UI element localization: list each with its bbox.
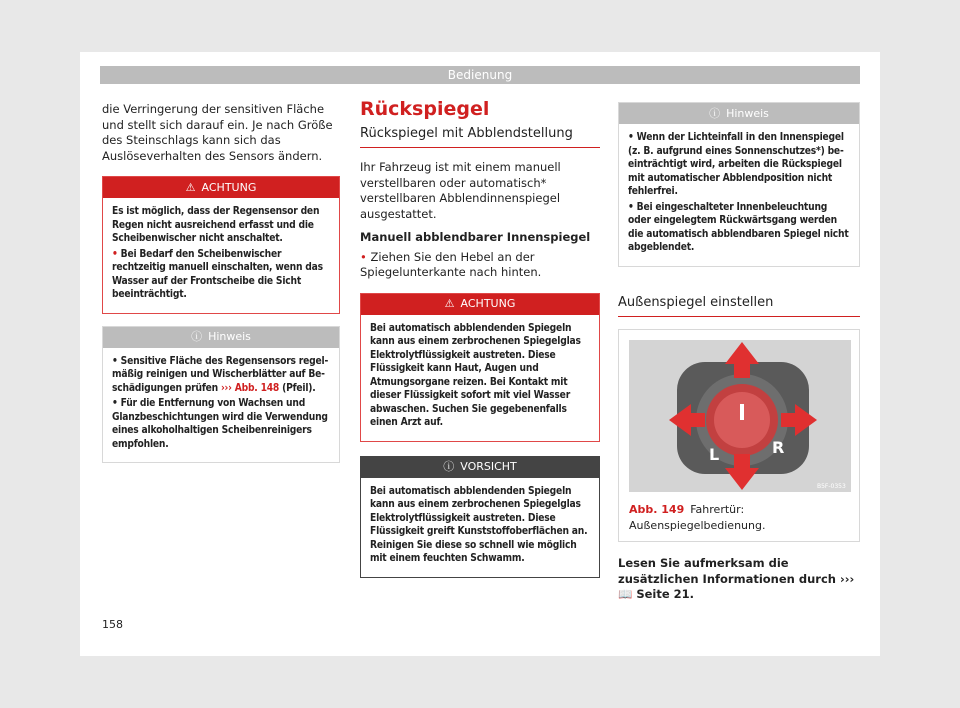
figure-link[interactable]: Abb. 148	[234, 382, 280, 394]
column-1	[102, 102, 340, 463]
note-box-2	[618, 102, 860, 267]
warning-text: Bei automatisch abblendenden Spiegeln kann aus einem zerbrochenen Spiegelglas Elektrolytflüssigkeit austreten. Diese Flüssigkeit kann Haut, Augen und Atmungsorgane reizen. Bei Kontakt mit dieser Flüssigkeit sofort mit viel Wasser abwaschen. Suchen Sie gegebenenfalls einen Arzt auf.	[370, 322, 581, 428]
warning-bullet: • Bei Bedarf den Scheibenwischer rechtzeitig manuell einschalten, wenn das Wasser auf der Frontscheibe die Sicht beeinträchtigt.	[112, 248, 323, 300]
column-3	[618, 102, 860, 611]
note-bullet-2: • Für die Entfernung von Wachsen und Glanzbeschichtungen wird die Verwendung eines alkoholhaltigen Scheibenreinigers empfohlen.	[112, 398, 328, 450]
figure-link-arrows[interactable]: ›››	[220, 382, 232, 394]
info-icon: ⓘ	[191, 330, 203, 344]
caution-text: Bei automatisch abblendenden Spiegeln kann aus einem zerbrochenen Spiegelglas Elektrolytflüssigkeit austreten. Diese Flüssigkeit greift Kunststoffoberflächen an. Reinigen Sie diese so schnell wie möglich mit einem feuchten Schwamm.	[370, 485, 588, 564]
chapter-title: Rückspiegel	[360, 98, 490, 120]
caption-label: Abb. 149	[629, 503, 685, 516]
book-icon: 📖	[618, 587, 633, 601]
warning-box-2	[360, 293, 600, 442]
warning-icon: ⚠	[444, 297, 455, 311]
section-header: Bedienung	[100, 66, 860, 84]
intro-paragraph: die Verringerung der sensitiven Fläche und stellt sich darauf ein. Je nach Größe des Steinschlags kann sich das Auslöseverhalten des Sensors ändern.	[102, 102, 333, 163]
reference-arrows[interactable]: ›››	[839, 571, 855, 586]
column-2	[360, 98, 600, 578]
section-title: Rückspiegel mit Abblendstellung	[360, 126, 600, 149]
mirror-control-image	[629, 340, 849, 492]
caption-text: Fahrertür: Außenspiegelbedienung.	[629, 503, 766, 532]
note-bullet-2: • Bei eingeschalteter Innenbeleuchtung oder eingelegtem Rückwärtsgang werden die automatisch abblendbaren Spiegel nicht abgeblendet.	[628, 201, 849, 253]
knob-letter-left: L	[709, 445, 720, 464]
info-icon: ⓘ	[709, 106, 721, 120]
caution-title: VORSICHT	[460, 460, 517, 474]
warning-text: Es ist möglich, dass der Regensensor den Regen nicht ausreichend erfasst und die Scheibenwischer nicht anschaltet.	[112, 206, 320, 244]
section-title-2: Außenspiegel einstellen	[618, 295, 860, 318]
warning-icon: ⚠	[185, 180, 196, 194]
figure-code: B5F-0353	[817, 483, 846, 490]
note-box	[102, 326, 340, 464]
note-bullet-1: • Sensitive Fläche des Regensensors regelmäßig reinigen und Wischerblätter auf Beschädigungen prüfen ››› Abb. 148 (Pfeil).	[112, 355, 329, 394]
page-number: 158	[102, 618, 123, 631]
page-reference-link[interactable]: Seite 21.	[636, 587, 695, 601]
mirror-control-illustration	[629, 340, 851, 492]
warning-title: ACHTUNG	[201, 180, 257, 194]
subheading: Manuell abblendbarer Innenspiegel	[360, 230, 591, 244]
mirror-intro: Ihr Fahrzeug ist mit einem manuell verstellbaren oder automatisch* verstellbaren Abblendinnenspiegel ausgestattet.	[360, 160, 561, 221]
warning-title: ACHTUNG	[460, 297, 516, 311]
figure-caption	[619, 502, 859, 541]
reference-paragraph: Lesen Sie aufmerksam die zusätzlichen Informationen durch ››› 📖 Seite 21.	[618, 556, 855, 601]
note-title: Hinweis	[208, 330, 251, 344]
knob-letter-right: R	[772, 438, 785, 457]
note-bullet-1: • Wenn der Lichteinfall in den Innenspiegel (z. B. aufgrund eines Sonnenschutzes*) beeinträchtigt wird, arbeiten die Rückspiegel mit automatischer Abblendposition nicht fehlerfrei.	[628, 132, 844, 197]
warning-box	[102, 176, 340, 314]
figure-149	[618, 329, 860, 542]
instruction-bullet: • Ziehen Sie den Hebel an der Spiegelunterkante nach hinten.	[360, 249, 542, 279]
caution-icon: ⓘ	[443, 460, 455, 474]
note-title: Hinweis	[726, 106, 769, 120]
caution-box	[360, 456, 600, 578]
